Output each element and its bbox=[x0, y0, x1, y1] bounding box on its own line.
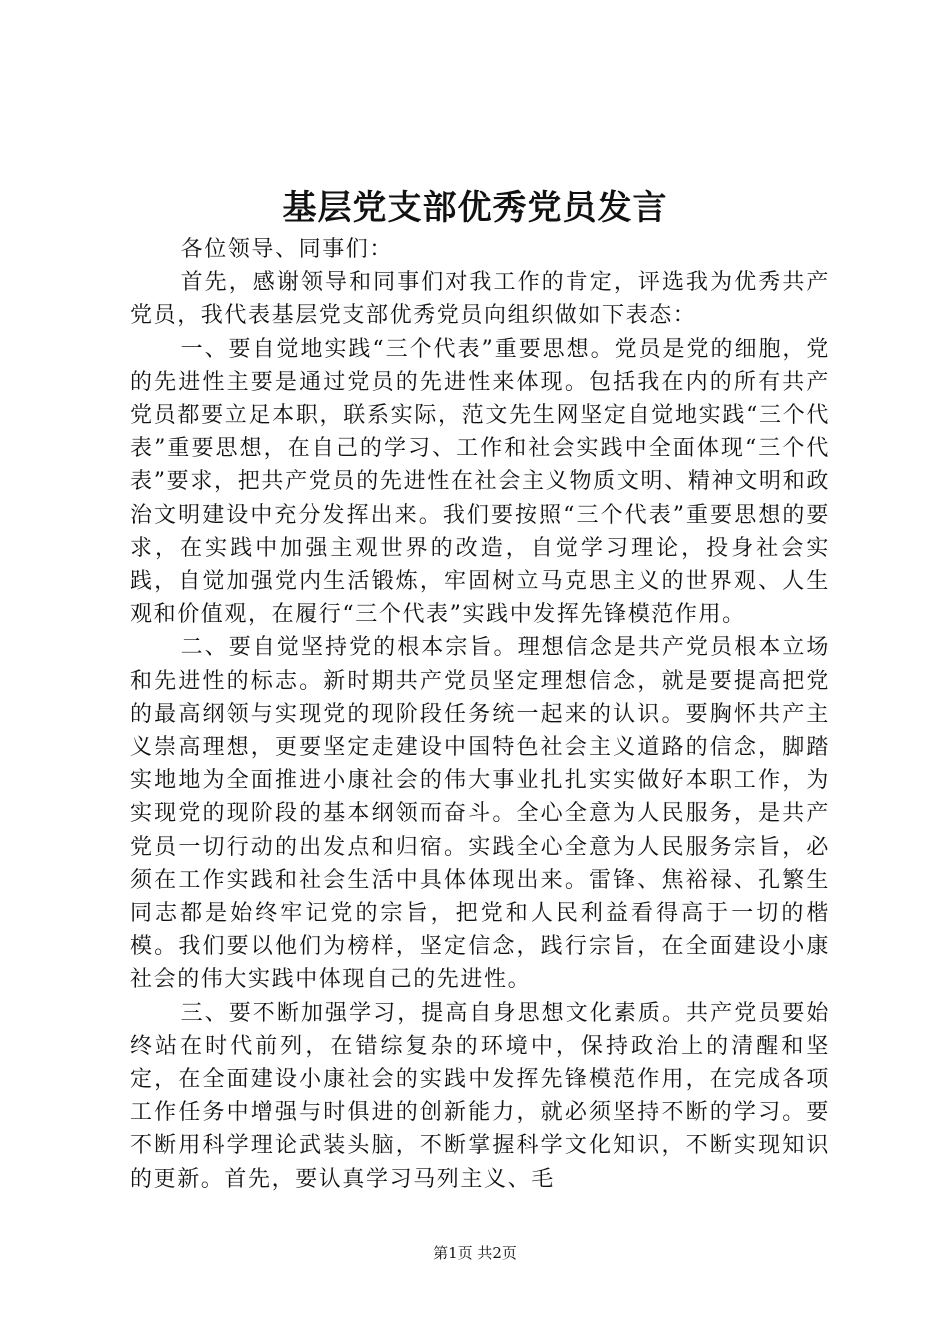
paragraph-point-three: 三、要不断加强学习，提高自身思想文化素质。共产党员要始终站在时代前列，在错综复杂的环境中，保持政治上的清醒和坚定，在全面建设小康社会的实践中发挥先锋模范作用，在完成各项工作任务中增强与时俱进的创新能力，就必须坚持不断的学习。要不断用科学理论武装头脑，不断掌握科学文化知识，不断实现知识的更新。首先，要认真学习马列主义、毛 bbox=[130, 1000, 830, 1192]
page-number-footer: 第1页 共2页 bbox=[433, 1244, 517, 1262]
salutation: 各位领导、同事们： bbox=[180, 237, 393, 262]
paragraph-point-one: 一、要自觉地实践“三个代表”重要思想。党员是党的细胞，党的先进性主要是通过党员的先进性来体现。包括我在内的所有共产党员都要立足本职，联系实际，范文先生网坚定自觉地实践“三个代表”重要思想，在自己的学习、工作和社会实践中全面体现“三个代表”要求，把共产党员的先进性在社会主义物质文明、精神文明和政治文明建设中充分发挥出来。我们要按照“三个代表”重要思想的要求，在实践中加强主观世界的改造，自觉学习理论，投身社会实践，自觉加强党内生活锻炼，牢固树立马克思主义的世界观、人生观和价值观，在履行“三个代表”实践中发挥先锋模范作用。 bbox=[130, 336, 830, 628]
document-body bbox=[130, 233, 830, 1196]
paragraph-intro: 首先，感谢领导和同事们对我工作的肯定，评选我为优秀共产党员，我代表基层党支部优秀党员向组织做如下表态： bbox=[130, 270, 830, 329]
paragraph-point-two: 二、要自觉坚持党的根本宗旨。理想信念是共产党员根本立场和先进性的标志。新时期共产党员坚定理想信念，就是要提高把党的最高纲领与实现党的现阶段任务统一起来的认识。要胸怀共产主义崇高理想，更要坚定走建设中国特色社会主义道路的信念，脚踏实地地为全面推进小康社会的伟大事业扎扎实实做好本职工作，为实现党的现阶段的基本纲领而奋斗。全心全意为人民服务，是共产党员一切行动的出发点和归宿。实践全心全意为人民服务宗旨，必须在工作实践和社会生活中具体体现出来。雷锋、焦裕禄、孔繁生同志都是始终牢记党的宗旨，把党和人民利益看得高于一切的楷模。我们要以他们为榜样，坚定信念，践行宗旨，在全面建设小康社会的伟大实践中体现自己的先进性。 bbox=[130, 635, 830, 993]
document-title: 基层党支部优秀党员发言 bbox=[282, 188, 668, 228]
